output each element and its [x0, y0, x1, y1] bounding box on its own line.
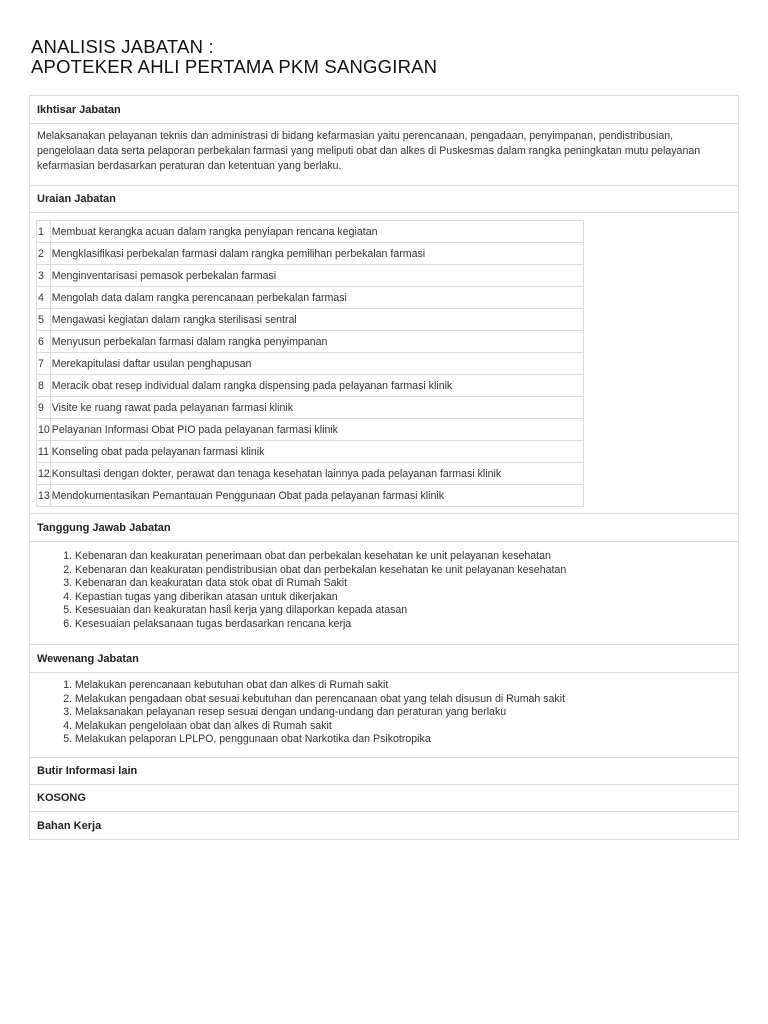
butir-informasi-heading: Butir Informasi lain	[30, 758, 738, 785]
uraian-row	[37, 463, 584, 485]
uraian-row-text: Menginventarisasi pemasok perbekalan farmasi	[50, 265, 583, 287]
kosong-label: KOSONG	[30, 785, 738, 812]
uraian-row-number: 2	[37, 243, 51, 265]
wewenang-item: 3. Melaksanakan pelayanan resep sesuai dengan undang-undang dan peraturan yang berlaku	[75, 706, 738, 720]
ikhtisar-text: Melaksanakan pelayanan teknis dan administrasi di bidang kefarmasian yaitu perencanaan, pengadaan, penyimpanan, pendistribusian, pengelolaan data serta pelaporan perbekalan farmasi yang meliputi obat dan alkes di Puskesmas dalam rangka peningkatan mutu pelayanan kefarmasian berdasarkan peraturan dan ketentuan yang berlaku.	[30, 124, 738, 186]
uraian-section	[30, 213, 738, 514]
uraian-row-number: 8	[37, 375, 51, 397]
uraian-row	[37, 353, 584, 375]
uraian-row-text: Mengklasifikasi perbekalan farmasi dalam rangka pemilihan perbekalan farmasi	[50, 243, 583, 265]
uraian-row-number: 9	[37, 397, 51, 419]
tanggung-jawab-item: 3. Kebenaran dan keakuratan data stok obat di Rumah Sakit	[75, 577, 738, 591]
uraian-row-text: Membuat kerangka acuan dalam rangka penyiapan rencana kegiatan	[50, 221, 583, 243]
ikhtisar-heading: Ikhtisar Jabatan	[30, 96, 738, 124]
uraian-row-number: 12	[37, 463, 51, 485]
uraian-row-number: 11	[37, 441, 51, 463]
uraian-row	[37, 419, 584, 441]
uraian-row-number: 1	[37, 221, 51, 243]
uraian-row-number: 13	[37, 485, 51, 507]
tanggung-jawab-item: 6. Kesesuaian pelaksanaan tugas berdasarkan rencana kerja	[75, 618, 738, 632]
uraian-row-number: 4	[37, 287, 51, 309]
uraian-heading: Uraian Jabatan	[30, 186, 738, 213]
uraian-table	[36, 220, 584, 507]
analysis-table	[29, 95, 739, 840]
uraian-row-number: 7	[37, 353, 51, 375]
uraian-row-text: Konseling obat pada pelayanan farmasi klinik	[50, 441, 583, 463]
uraian-row-text: Mengolah data dalam rangka perencanaan perbekalan farmasi	[50, 287, 583, 309]
uraian-row-text: Konsultasi dengan dokter, perawat dan tenaga kesehatan lainnya pada pelayanan farmasi klinik	[50, 463, 583, 485]
uraian-row-text: Merekapitulasi daftar usulan penghapusan	[50, 353, 583, 375]
uraian-row	[37, 287, 584, 309]
uraian-row-text: Mengawasi kegiatan dalam rangka sterilisasi sentral	[50, 309, 583, 331]
tanggung-jawab-item: 5. Kesesuaian dan keakuratan hasil kerja yang dilaporkan kepada atasan	[75, 604, 738, 618]
uraian-row-number: 5	[37, 309, 51, 331]
uraian-row	[37, 375, 584, 397]
uraian-row	[37, 485, 584, 507]
wewenang-heading: Wewenang Jabatan	[30, 645, 738, 673]
uraian-row-text: Visite ke ruang rawat pada pelayanan farmasi klinik	[50, 397, 583, 419]
uraian-row	[37, 309, 584, 331]
uraian-row-number: 10	[37, 419, 51, 441]
tanggung-jawab-heading: Tanggung Jawab Jabatan	[30, 514, 738, 542]
tanggung-jawab-item: 4. Kepastian tugas yang diberikan atasan untuk dikerjakan	[75, 591, 738, 605]
tanggung-jawab-item: 1. Kebenaran dan keakuratan penerimaan obat dan perbekalan kesehatan ke unit pelayanan kesehatan	[75, 550, 738, 564]
title-line-2: APOTEKER AHLI PERTAMA PKM SANGGIRAN	[31, 56, 438, 77]
tanggung-jawab-list	[30, 550, 738, 632]
document-title	[31, 37, 437, 77]
uraian-row	[37, 331, 584, 353]
wewenang-item: 1. Melakukan perencanaan kebutuhan obat dan alkes di Rumah sakit	[75, 679, 738, 693]
uraian-row-text: Mendokumentasikan Pemantauan Penggunaan Obat pada pelayanan farmasi klinik	[50, 485, 583, 507]
wewenang-item: 5. Melakukan pelaporan LPLPO, penggunaan obat Narkotika dan Psikotropika	[75, 733, 738, 747]
wewenang-item: 2. Melakukan pengadaan obat sesuai kebutuhan dan perencanaan obat yang telah disusun di Rumah sakit	[75, 693, 738, 707]
wewenang-list	[30, 679, 738, 747]
uraian-row-number: 3	[37, 265, 51, 287]
uraian-row-number: 6	[37, 331, 51, 353]
uraian-row	[37, 221, 584, 243]
wewenang-section	[30, 673, 738, 758]
uraian-row	[37, 397, 584, 419]
uraian-row	[37, 243, 584, 265]
bahan-kerja-heading: Bahan Kerja	[37, 819, 102, 832]
tanggung-jawab-item: 2. Kebenaran dan keakuratan pendistribusian obat dan perbekalan kesehatan ke unit pelayanan kesehatan	[75, 564, 738, 578]
title-line-1: ANALISIS JABATAN :	[31, 36, 214, 57]
uraian-row-text: Menyusun perbekalan farmasi dalam rangka penyimpanan	[50, 331, 583, 353]
uraian-row-text: Pelayanan Informasi Obat PIO pada pelayanan farmasi klinik	[50, 419, 583, 441]
uraian-row-text: Meracik obat resep individual dalam rangka dispensing pada pelayanan farmasi klinik	[50, 375, 583, 397]
wewenang-item: 4. Melakukan pengelolaan obat dan alkes di Rumah sakit	[75, 720, 738, 734]
tanggung-jawab-section	[30, 542, 738, 645]
uraian-row	[37, 441, 584, 463]
uraian-row	[37, 265, 584, 287]
